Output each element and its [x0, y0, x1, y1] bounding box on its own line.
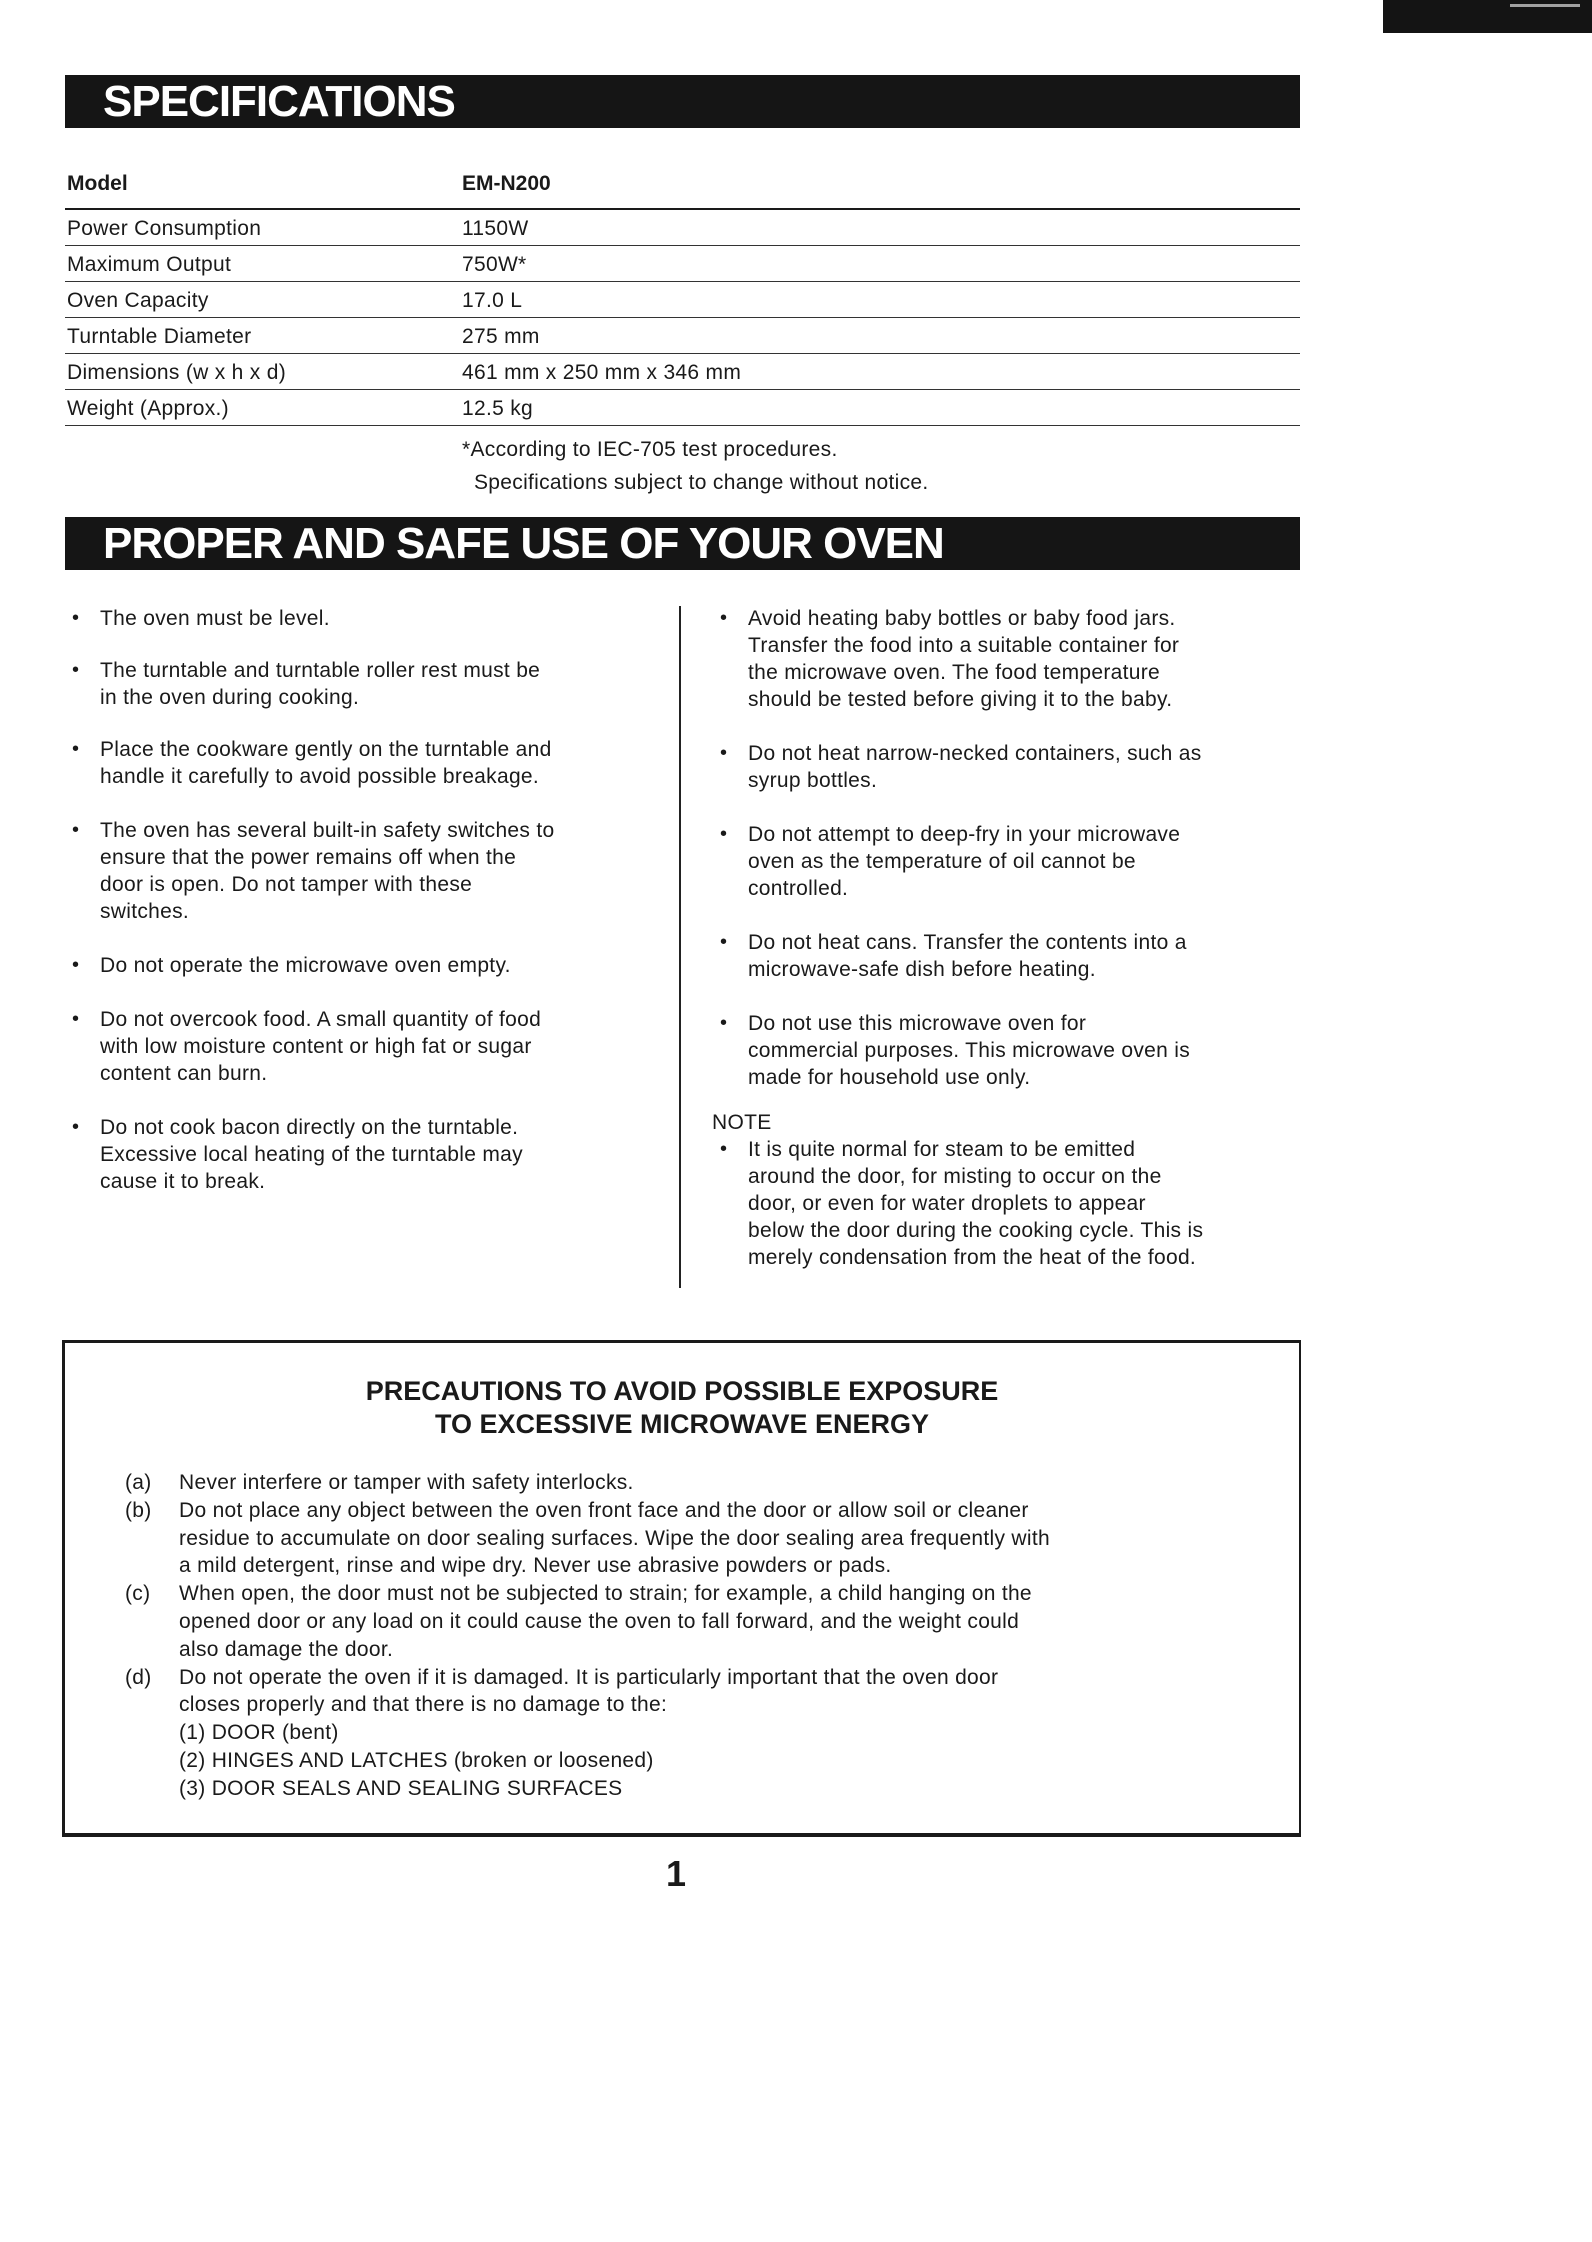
spec-header-label: Model [67, 172, 128, 195]
spec-label: Maximum Output [67, 253, 232, 276]
precaution-label: (d) [125, 1665, 152, 1689]
spec-header-row [65, 168, 1300, 210]
page-number: 1 [665, 1853, 687, 1894]
list-item [125, 1497, 1285, 1580]
spec-notes [462, 433, 1262, 499]
spec-label: Dimensions (w x h x d) [67, 361, 286, 384]
list-item: • Avoid heating baby bottles or baby food jars. Transfer the food into a suitable container for the microwave oven. The food temperature should be tested before giving it to the baby. [720, 605, 1300, 713]
list-item: • Do not attempt to deep-fry in your microwave oven as the temperature of oil cannot be controlled. [720, 821, 1300, 902]
list-item: • Place the cookware gently on the turntable and handle it carefully to avoid possible breakage. [72, 736, 652, 790]
proper-use-left-column [72, 605, 652, 1195]
list-item: • Do not heat cans. Transfer the contents into a microwave-safe dish before heating. [720, 929, 1300, 983]
spec-footnote: *According to IEC-705 test procedures. [462, 438, 838, 461]
specifications-heading: SPECIFICATIONS [65, 75, 1300, 128]
spec-label: Power Consumption [67, 217, 262, 240]
corner-tab-marker [1383, 0, 1592, 33]
spec-value: 17.0 L [462, 289, 523, 312]
precautions-box [62, 1340, 1301, 1837]
precaution-text: Do not place any object between the oven front face and the door or allow soil or cleaner residue to accumulate on door sealing surfaces. Wipe the door sealing area frequently with a mild detergent, rinse and wipe dry. Never use abrasive powders or pads. [179, 1498, 1050, 1578]
precautions-title-line: PRECAUTIONS TO AVOID POSSIBLE EXPOSURE [365, 1376, 999, 1406]
spec-header-model: EM-N200 [462, 172, 551, 195]
precautions-list [125, 1469, 1285, 1803]
table-row [65, 210, 1300, 246]
table-row [65, 282, 1300, 318]
precautions-title-line: TO EXCESSIVE MICROWAVE ENERGY [434, 1409, 930, 1439]
precaution-label: (b) [125, 1498, 152, 1522]
list-item [125, 1664, 1285, 1803]
corner-mark [1510, 4, 1580, 14]
list-item: • Do not heat narrow-necked containers, such as syrup bottles. [720, 740, 1300, 794]
list-item: • Do not cook bacon directly on the turntable. Excessive local heating of the turntable may cause it to break. [72, 1114, 652, 1195]
precaution-text: When open, the door must not be subjected to strain; for example, a child hanging on the opened door or any load on it could cause the oven to fall forward, and the weight could also damage the door. [179, 1582, 1032, 1661]
spec-label: Turntable Diameter [67, 325, 252, 348]
spec-value: 1150W [462, 217, 529, 240]
list-item [125, 1580, 1285, 1663]
precaution-text: Never interfere or tamper with safety interlocks. [179, 1471, 634, 1494]
note-title: NOTE [712, 1111, 772, 1134]
spec-value: 750W* [462, 253, 527, 276]
table-row [65, 390, 1300, 426]
precaution-label: (a) [125, 1471, 152, 1494]
spec-notice: Specifications subject to change without notice. [474, 471, 929, 494]
list-item: • The oven must be level. [72, 605, 652, 632]
table-row [65, 318, 1300, 354]
precaution-label: (c) [125, 1582, 151, 1606]
list-item: • Do not overcook food. A small quantity of food with low moisture content or high fat or sugar content can burn. [72, 1006, 652, 1087]
precaution-text: Do not operate the oven if it is damaged. It is particularly important that the oven door closes properly and that there is no damage to the: (1) DOOR (bent) (2) HINGES AND LATCHES (broken or loosened) (3) DOOR SEALS AND SEALING SURFACES [179, 1665, 999, 1800]
proper-use-heading: PROPER AND SAFE USE OF YOUR OVEN [65, 517, 1300, 570]
column-divider [679, 606, 681, 1288]
note-item: • It is quite normal for steam to be emitted around the door, for misting to occur on the door, or even for water droplets to appear below the door during the cooking cycle. This is merely condensation from the heat of the food. [720, 1136, 1300, 1271]
spec-label: Oven Capacity [67, 289, 209, 312]
list-item: • Do not operate the microwave oven empty. [72, 952, 652, 979]
list-item: • Do not use this microwave oven for commercial purposes. This microwave oven is made for household use only. [720, 1010, 1300, 1091]
spec-value: 12.5 kg [462, 397, 533, 420]
spec-label: Weight (Approx.) [67, 397, 229, 420]
spec-value: 275 mm [462, 325, 540, 348]
table-row [65, 354, 1300, 390]
list-item [125, 1469, 1285, 1497]
proper-use-right-column [712, 605, 1300, 1271]
list-item: • The oven has several built-in safety switches to ensure that the power remains off when the door is open. Do not tamper with these switches. [72, 817, 652, 925]
precautions-title [65, 1375, 1299, 1441]
specifications-table [65, 168, 1300, 426]
list-item: • The turntable and turntable roller rest must be in the oven during cooking. [72, 657, 652, 711]
spec-value: 461 mm x 250 mm x 346 mm [462, 361, 742, 384]
table-row [65, 246, 1300, 282]
